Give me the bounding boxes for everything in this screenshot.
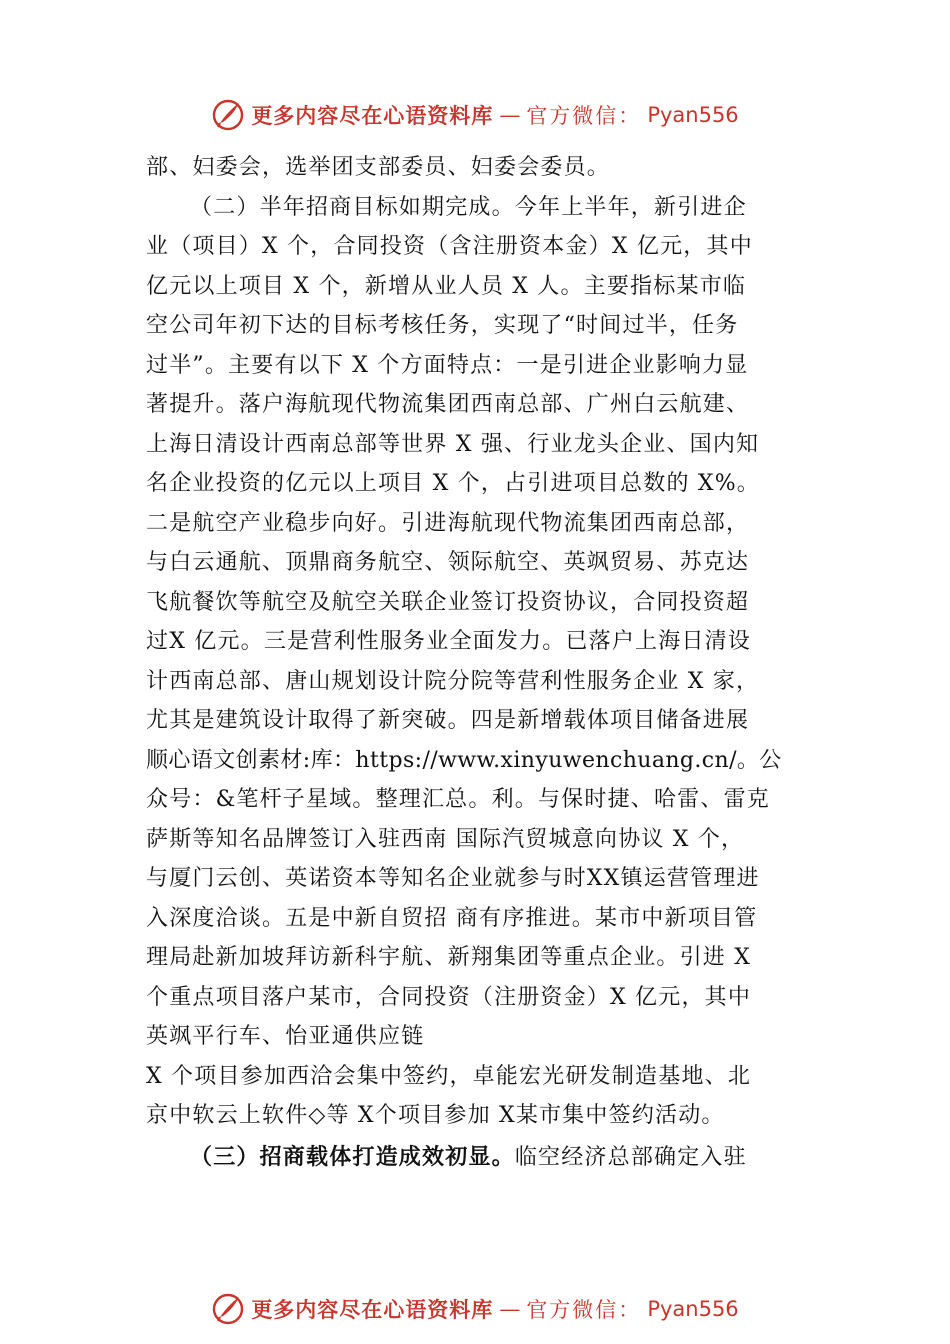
text-line: 亿元以上项目 X 个，新增从业人员 X 人。主要指标某市临 [146, 273, 747, 299]
text-line: 与白云通航、顶鼎商务航空、领际航空、英飒贸易、苏克达 [146, 550, 750, 575]
section-heading-line [146, 1138, 826, 1178]
text-line: 业（项目）X 个，合同投资（含注册资本金）X 亿元，其中 [146, 234, 753, 259]
footer-watermark [0, 1289, 950, 1329]
watermark-text: 更多内容尽在心语资料库 [251, 1297, 494, 1322]
text-line: 空公司年初下达的目标考核任务，实现了“时间过半，任务 [146, 313, 739, 338]
text-line: （二）半年招商目标如期完成。今年上半年，新引进企 [190, 194, 747, 220]
text-line: 部、妇委会，选举团支部委员、妇委会委员。 [146, 155, 611, 180]
text-line: 二是航空产业稳步向好。引进海航现代物流集团西南总部， [146, 510, 750, 536]
text-line: 过半”。主要有以下 X 个方面特点：一是引进企业影响力显 [146, 352, 749, 378]
text-line: 入深度洽谈。五是中新自贸招 商有序推进。某市中新项目管 [146, 905, 758, 931]
text-line: 尤其是建筑设计取得了新突破。四是新增载体项目储备进展 [146, 708, 750, 733]
document-body [146, 148, 826, 1177]
text-line: 京中软云上软件◇等 X个项目参加 X某市集中签约活动。 [146, 1103, 725, 1128]
quill-logo-icon [211, 1292, 245, 1326]
section-text: 临空经济总部确定入驻 [514, 1144, 747, 1170]
watermark-separator: — [499, 1297, 521, 1321]
text-line: 萨斯等知名品牌签订入驻西南 国际汽贸城意向协议 X 个， [146, 826, 745, 852]
text-line: X 个项目参加西洽会集中签约，卓能宏光研发制造基地、北 [146, 1063, 752, 1089]
watermark-official-label: 官方微信： [526, 104, 642, 128]
text-line: 理局赴新加坡拜访新科宇航、新翔集团等重点企业。引进 X [146, 945, 752, 970]
watermark-separator: — [499, 103, 521, 127]
section-heading: （三）招商载体打造成效初显。 [190, 1143, 515, 1170]
watermark-text: 更多内容尽在心语资料库 [251, 103, 494, 128]
text-line: 名企业投资的亿元以上项目 X 个，占引进项目总数的 X%。 [146, 471, 761, 496]
watermark-official-label: 官方微信： [526, 1298, 642, 1322]
text-line: 众号：&笔杆子星域。整理汇总。利。与保时捷、哈雷、雷克 [146, 787, 770, 812]
watermark-wechat-id: Pyan556 [647, 103, 739, 127]
text-line: 顺心语文创素材:库：https://www.xinyuwenchuang.cn/。公 [146, 747, 782, 773]
text-line: 与厦门云创、英诺资本等知名企业就参与时XX镇运营管理进 [146, 866, 760, 891]
header-watermark [0, 95, 950, 135]
text-line: 英飒平行车、怡亚通供应链 [146, 1024, 425, 1049]
text-line: 飞航餐饮等航空及航空关联企业签订投资协议，合同投资超 [146, 589, 750, 615]
text-line: 过X 亿元。三是营利性服务业全面发力。已落户上海日清设 [146, 629, 752, 654]
text-line: 个重点项目落户某市，合同投资（注册资金）X 亿元，其中 [146, 984, 752, 1010]
text-line: 计西南总部、唐山规划设计院分院等营利性服务企业 X 家， [146, 668, 760, 694]
text-line: 上海日清设计西南总部等世界 X 强、行业龙头企业、国内知 [146, 431, 760, 457]
text-line: 著提升。落户海航现代物流集团西南总部、广州白云航建、 [146, 392, 750, 417]
quill-logo-icon [211, 98, 245, 132]
watermark-wechat-id: Pyan556 [647, 1297, 739, 1321]
